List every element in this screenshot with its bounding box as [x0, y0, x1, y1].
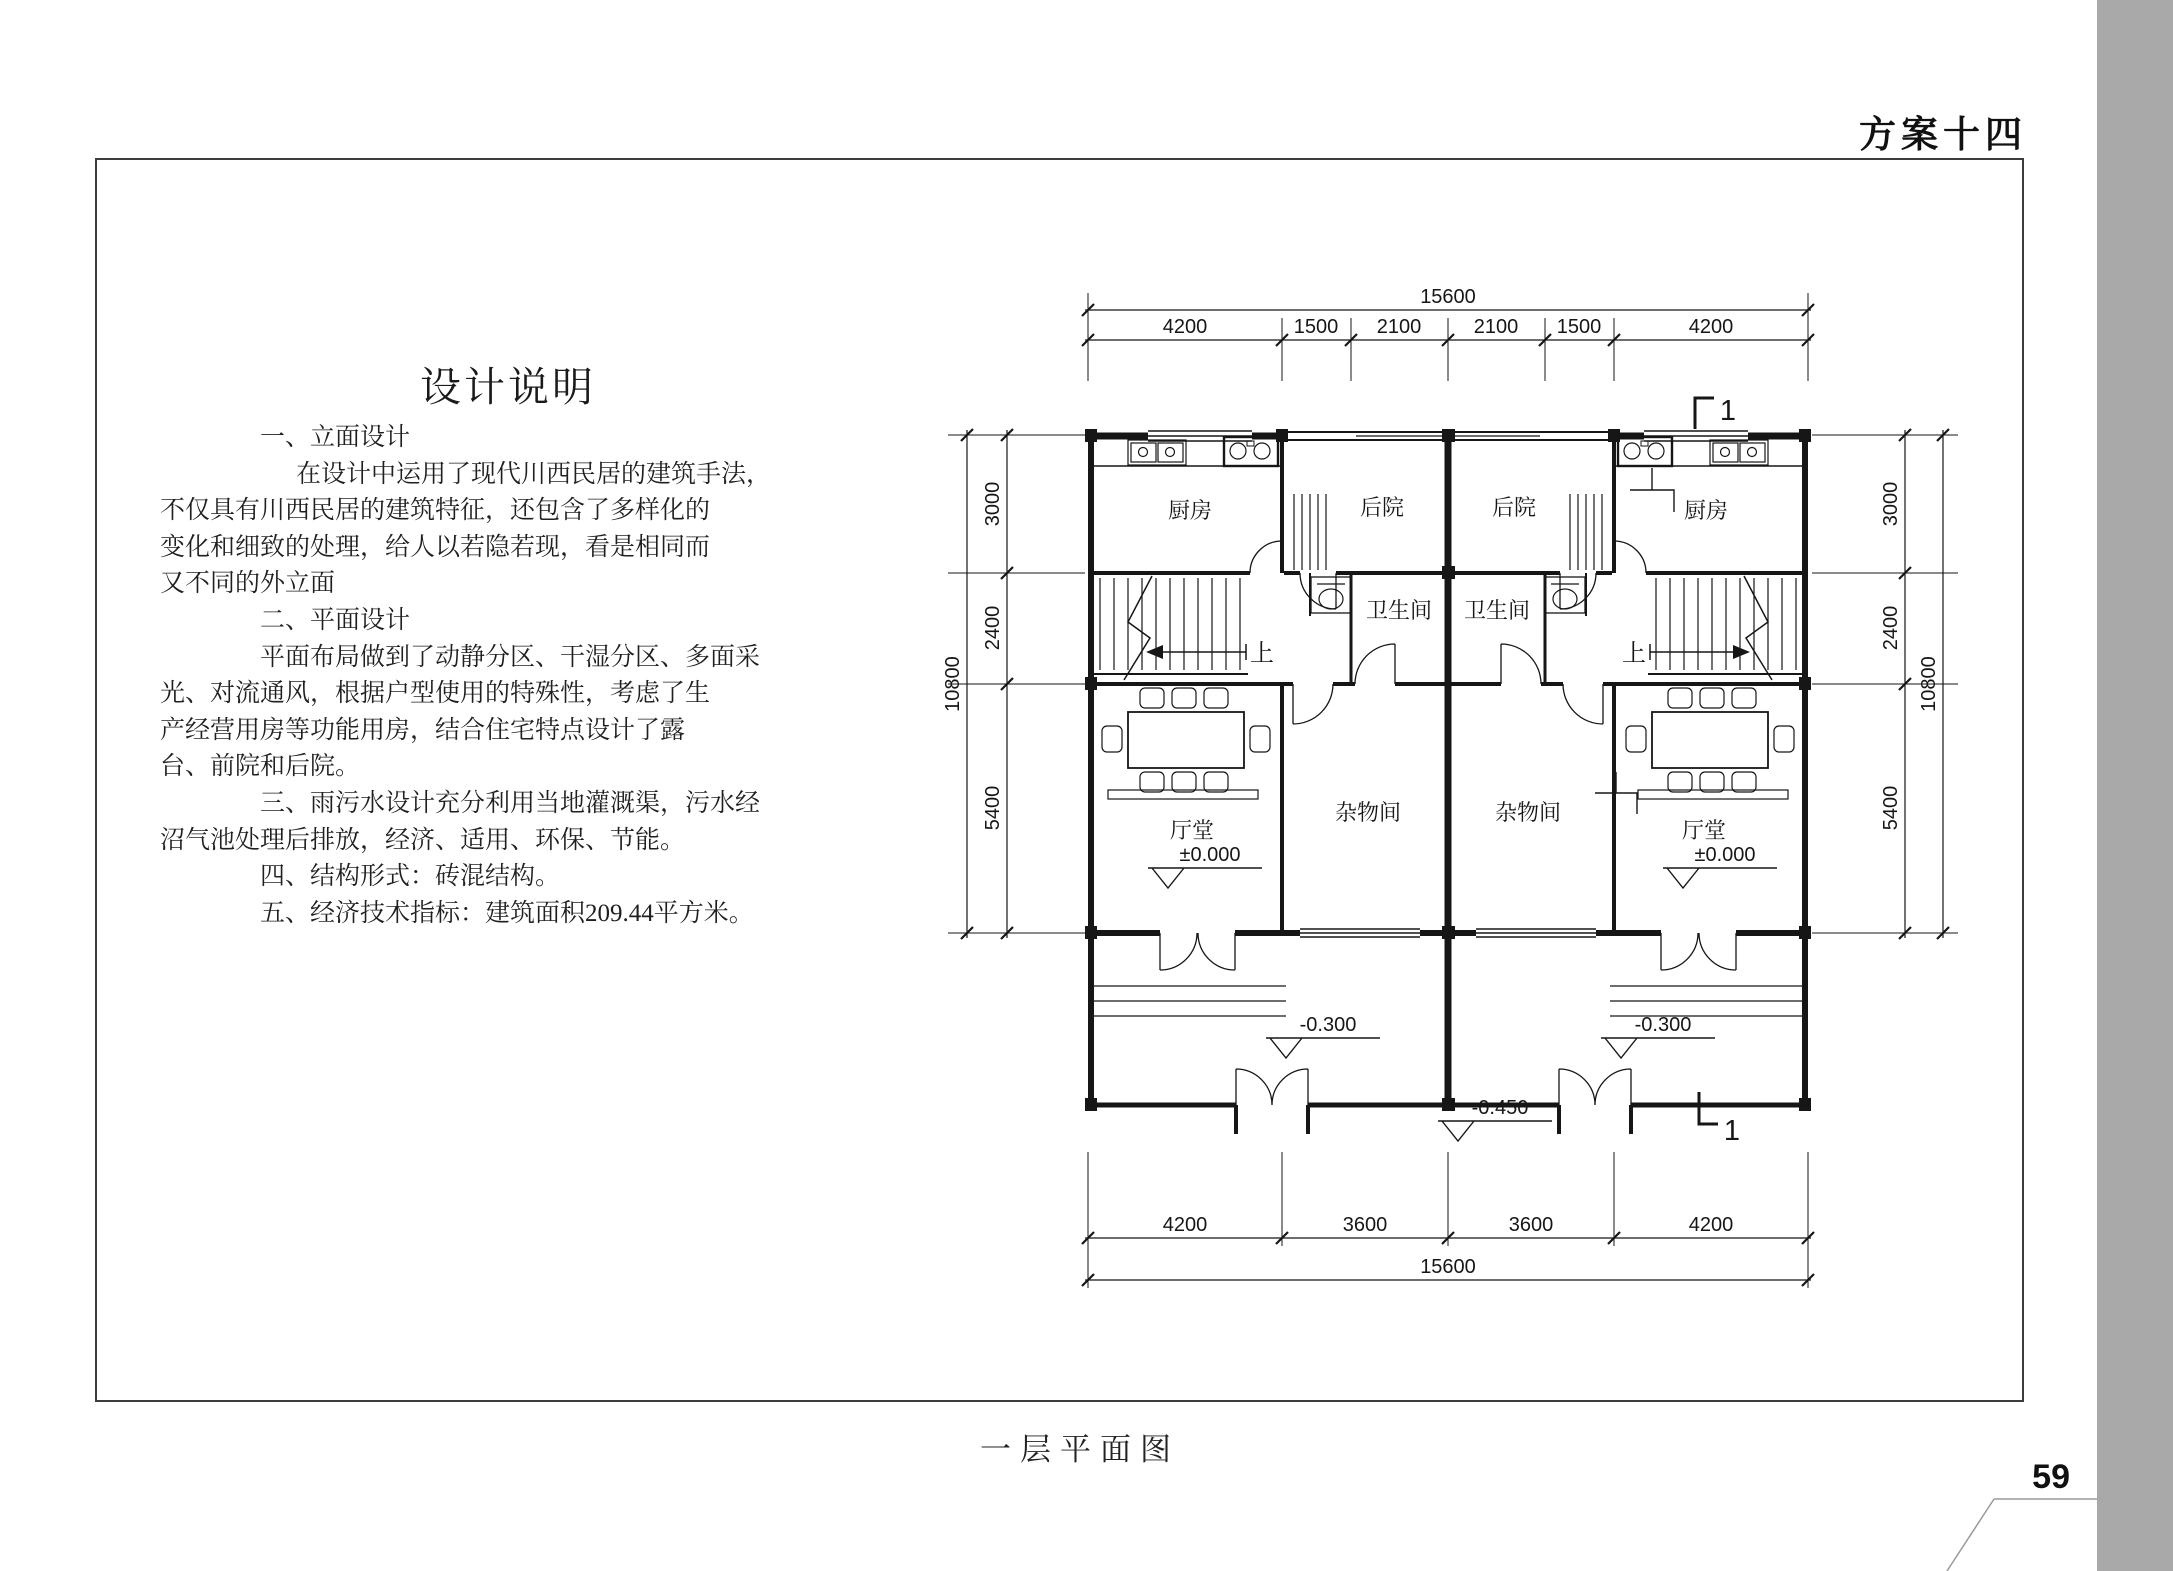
dim-left-total: 10800 [942, 656, 964, 712]
notes-line: 一、立面设计 [260, 424, 411, 451]
notes-line: 二、平面设计 [260, 606, 411, 634]
walls [1085, 429, 1811, 1134]
notes-line: 产经营用房等功能用房，结合住宅特点设计了露 [160, 716, 686, 744]
dim-left-seg: 2400 [982, 605, 1004, 651]
scheme-header: 方案十四 [1859, 114, 2027, 155]
dim-right-seg: 5400 [1880, 785, 1902, 831]
dining-set-right [1626, 688, 1794, 799]
dim-top-seg: 4200 [1688, 316, 1734, 338]
dim-bottom-seg: 3600 [1508, 1214, 1554, 1236]
dimension-top [1082, 286, 1814, 381]
section-number: 1 [1719, 395, 1737, 427]
dim-right-total: 10800 [1918, 656, 1940, 712]
dining-set-left [1102, 688, 1270, 799]
notes-line: 不仅具有川西民居的建筑特征，还包含了多样化的 [160, 497, 711, 525]
room-label-storage: 杂物间 [1334, 800, 1402, 825]
room-label-hall: 厅堂 [1681, 818, 1727, 843]
room-label-kitchen: 厨房 [1167, 498, 1213, 523]
stair-up-label: 上 [1622, 641, 1646, 667]
dim-bottom-seg: 3600 [1342, 1214, 1388, 1236]
stair-left [1091, 576, 1274, 680]
room-label-backyard: 后院 [1359, 495, 1405, 520]
dim-top-seg: 2100 [1473, 316, 1519, 338]
notes-line: 四、结构形式：砖混结构。 [260, 863, 561, 891]
figure-caption: 一层平面图 [980, 1432, 1180, 1467]
elevation-label: -0.300 [1634, 1014, 1692, 1036]
sideboard [1638, 790, 1788, 799]
section-number: 1 [1723, 1115, 1741, 1147]
elevation-label: ±0.000 [1179, 844, 1241, 866]
room-label-bathroom: 卫生间 [1365, 598, 1433, 623]
dim-left-seg: 5400 [982, 785, 1004, 831]
stair-up-label: 上 [1250, 641, 1274, 667]
notes-line: 变化和细致的处理，给人以若隐若现，看是相同而 [160, 533, 711, 561]
room-label-hall: 厅堂 [1169, 818, 1215, 843]
dim-bottom-seg: 4200 [1162, 1214, 1208, 1236]
dim-right-seg: 2400 [1880, 605, 1902, 651]
page-number: 59 [2032, 1458, 2070, 1496]
dim-right-seg: 3000 [1880, 481, 1902, 527]
room-label-storage: 杂物间 [1494, 800, 1562, 825]
dimension-right [1812, 429, 1958, 939]
sink-right [1710, 440, 1768, 465]
notes-line: 平面布局做到了动静分区、干湿分区、多面采 [260, 643, 761, 671]
notes-line: 光、对流通风，根据户型使用的特殊性，考虑了生 [160, 680, 711, 708]
notes-line: 又不同的外立面 [160, 570, 336, 598]
dimension-bottom [1082, 1152, 1814, 1288]
toilet-left [1311, 577, 1351, 613]
notes-line: 三、雨污水设计充分利用当地灌溉渠，污水经 [260, 789, 761, 817]
elevation-label: ±0.000 [1694, 844, 1756, 866]
notes-line: 沼气池处理后排放，经济、适用、环保、节能。 [160, 826, 686, 854]
room-label-backyard: 后院 [1491, 495, 1537, 520]
dim-top-seg: 4200 [1162, 316, 1208, 338]
sideboard [1108, 790, 1258, 799]
dim-bottom-total: 15600 [1420, 1256, 1476, 1278]
notes-line: 五、经济技术指标：建筑面积209.44平方米。 [260, 899, 754, 927]
dim-left-seg: 3000 [982, 481, 1004, 527]
dim-top-seg: 2100 [1376, 316, 1422, 338]
dim-top-total: 15600 [1420, 286, 1476, 308]
toilet-right [1545, 577, 1585, 613]
notes-line: 台、前院和后院。 [160, 753, 361, 781]
sink-left [1128, 440, 1186, 465]
elevation-label: -0.450 [1471, 1097, 1529, 1119]
stair-right [1622, 576, 1805, 680]
elevation-label: -0.300 [1299, 1014, 1357, 1036]
dim-bottom-seg: 4200 [1688, 1214, 1734, 1236]
room-label-bathroom: 卫生间 [1463, 598, 1531, 623]
page-corner-decoration [1947, 1499, 2097, 1571]
dim-top-seg: 1500 [1293, 316, 1339, 338]
elevation-markers [1148, 844, 1777, 1141]
dim-top-seg: 1500 [1556, 316, 1602, 338]
room-label-kitchen: 厨房 [1683, 498, 1729, 523]
design-notes-title: 设计说明 [420, 364, 596, 410]
notes-line: 在设计中运用了现代川西民居的建筑手法， [296, 460, 772, 488]
dimension-left [942, 429, 1085, 939]
